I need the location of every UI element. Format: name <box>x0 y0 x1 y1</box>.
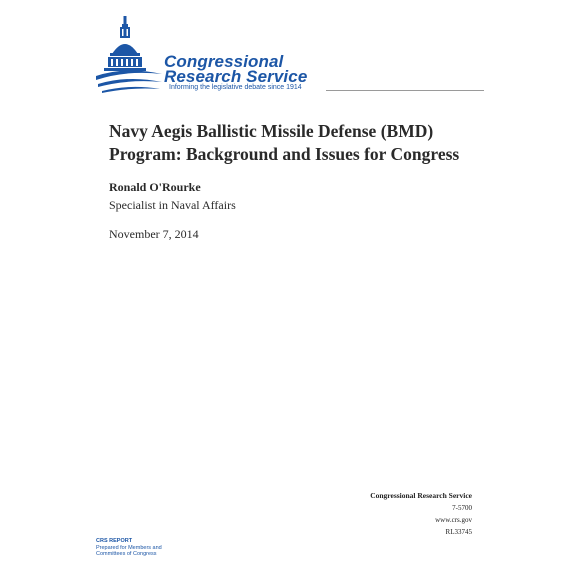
report-date: November 7, 2014 <box>109 227 199 241</box>
report-label-line-3: Committees of Congress <box>96 551 157 557</box>
tagline-divider <box>326 90 484 91</box>
capitol-dome-icon <box>96 14 166 94</box>
author-role: Specialist in Naval Affairs <box>109 198 236 212</box>
title-line-2: Program: Background and Issues for Congress <box>109 144 460 164</box>
crs-logo <box>96 14 488 96</box>
report-label-title: CRS REPORT <box>96 538 133 544</box>
crs-logo-wordmark <box>164 54 307 84</box>
publisher-number: 7-5700 <box>452 504 472 512</box>
crs-report-label <box>96 538 162 558</box>
publisher-organization: Congressional Research Service <box>370 491 472 500</box>
logo-line-2: Research Service <box>164 67 308 86</box>
report-title <box>109 120 529 166</box>
logo-tagline: Informing the legislative debate since 1914 <box>169 84 302 91</box>
publisher-website: www.crs.gov <box>435 516 472 524</box>
title-line-1: Navy Aegis Ballistic Missile Defense (BMD) <box>109 121 434 141</box>
report-id: RL33745 <box>445 528 472 536</box>
report-label-line-2: Prepared for Members and <box>96 544 162 551</box>
logo-line-1: Congressional <box>164 52 284 71</box>
author-name: Ronald O'Rourke <box>109 180 201 194</box>
publisher-info <box>370 490 472 538</box>
